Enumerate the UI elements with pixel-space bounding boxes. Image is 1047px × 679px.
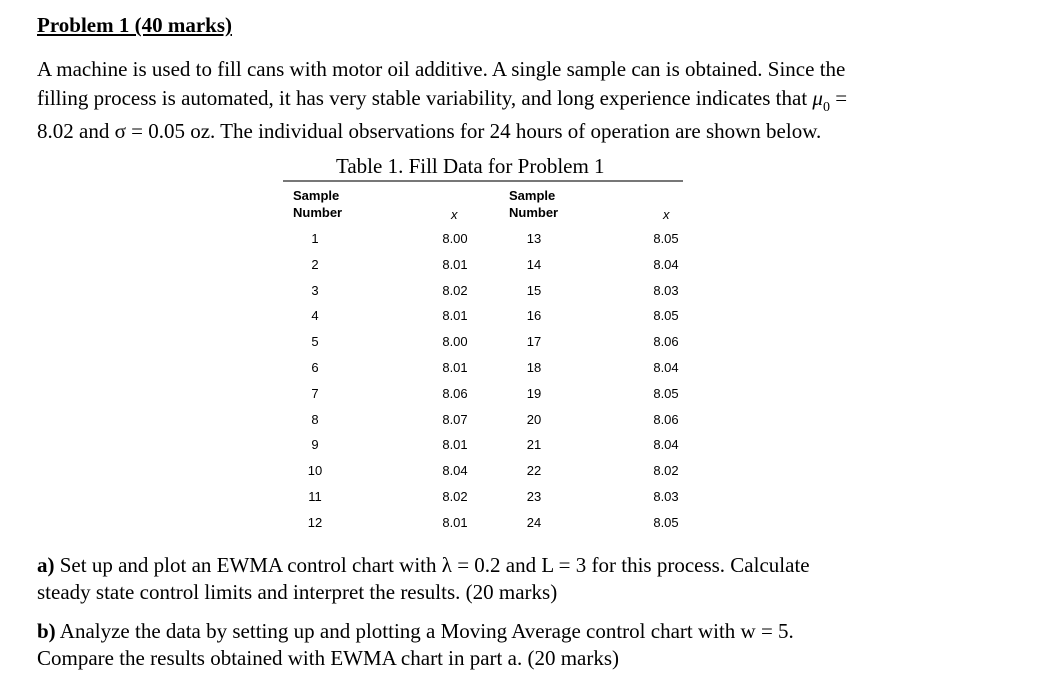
- table-cell-n1: 8: [311, 411, 319, 427]
- mu-subscript: 0: [822, 100, 830, 115]
- question-b-line-1: [37, 618, 794, 644]
- header-sample-number-2: [509, 187, 558, 221]
- table-cell-x1: 8.01: [442, 514, 468, 530]
- table-cell-n2: 14: [526, 256, 542, 272]
- table-cell-x1: 8.00: [442, 334, 468, 350]
- table-cell-n1: 10: [307, 463, 323, 479]
- problem-title: Problem 1 (40 marks): [37, 13, 232, 37]
- intro-line-2-equals: =: [829, 86, 848, 110]
- table-cell-x1: 8.00: [442, 231, 468, 246]
- table-cell-x2: 8.05: [653, 514, 679, 530]
- intro-line-2: [37, 85, 847, 115]
- table-cell-x2: 8.06: [653, 334, 679, 350]
- question-a-line-2: steady state control limits and interpret the results. (20 marks): [37, 580, 558, 604]
- table-cell-x1: 8.02: [442, 282, 468, 298]
- table-cell-n1: 6: [311, 360, 319, 375]
- table-cell-x2: 8.05: [653, 385, 679, 401]
- table-caption: Table 1. Fill Data for Problem 1: [336, 154, 605, 178]
- header-sample-number-1: [293, 187, 342, 221]
- question-b-text-1: Analyze the data by setting up and plotting a Moving Average control chart with w = 5.: [55, 619, 794, 643]
- table-cell-x1: 8.01: [442, 437, 468, 453]
- table-cell-n1: 3: [311, 282, 319, 298]
- table-cell-n2: 15: [526, 282, 542, 298]
- table-cell-n2: 21: [526, 437, 542, 453]
- header-sample-line2: Number: [293, 205, 343, 220]
- table-cell-n2: 13: [526, 231, 542, 246]
- header-x-1: x: [451, 207, 458, 222]
- mu-symbol: μ: [812, 86, 823, 110]
- table-cell-n1: 9: [311, 437, 319, 453]
- question-b-label: b): [37, 619, 56, 643]
- table-cell-x1: 8.01: [442, 256, 468, 272]
- table-cell-x1: 8.07: [442, 411, 468, 427]
- question-a-line-1: [37, 552, 810, 578]
- table-cell-x1: 8.06: [442, 385, 468, 401]
- table-cell-x2: 8.04: [653, 256, 679, 272]
- table-cell-n1: 7: [311, 385, 319, 401]
- question-a-text-1: Set up and plot an EWMA control chart with λ = 0.2 and L = 3 for this process. Calculate: [54, 553, 810, 577]
- intro-line-2-text: filling process is automated, it has very stable variability, and long experience indicates that: [37, 86, 808, 110]
- table-cell-x1: 8.01: [442, 308, 468, 324]
- table-cell-x2: 8.03: [653, 489, 679, 504]
- table-cell-n1: 11: [308, 489, 322, 504]
- intro-line-3: 8.02 and σ = 0.05 oz. The individual observations for 24 hours of operation are shown below.: [37, 119, 822, 143]
- table-cell-n1: 5: [311, 334, 319, 350]
- table-cell-x2: 8.05: [653, 308, 679, 324]
- table-cell-n1: 1: [311, 231, 319, 246]
- table-cell-n2: 18: [526, 360, 542, 375]
- question-b-line-2: Compare the results obtained with EWMA chart in part a. (20 marks): [37, 646, 620, 670]
- table-cell-x1: 8.02: [442, 489, 468, 504]
- table-cell-n1: 12: [307, 514, 323, 530]
- header-sample-line1: Sample: [509, 188, 556, 203]
- question-a-label: a): [37, 553, 55, 577]
- table-cell-x2: 8.05: [653, 231, 679, 246]
- table-cell-n1: 2: [311, 256, 319, 272]
- table-cell-n2: 19: [526, 385, 542, 401]
- table-cell-n2: 17: [526, 334, 542, 350]
- table-cell-n2: 23: [526, 489, 542, 504]
- table-cell-x2: 8.04: [653, 360, 679, 375]
- table-cell-n2: 22: [526, 463, 542, 479]
- table-cell-n1: 4: [311, 308, 319, 324]
- table-cell-n2: 24: [526, 514, 542, 530]
- header-sample-line1: Sample: [293, 188, 340, 203]
- header-sample-line2: Number: [509, 205, 559, 220]
- table-cell-x1: 8.01: [442, 360, 468, 375]
- header-x-2: x: [663, 207, 670, 222]
- table-cell-x2: 8.04: [653, 437, 679, 453]
- intro-line-1: A machine is used to fill cans with motor oil additive. A single sample can is obtained. Since the: [37, 57, 846, 81]
- table-top-rule: [283, 180, 683, 182]
- table-cell-x2: 8.06: [653, 411, 679, 427]
- table-cell-n2: 16: [526, 308, 542, 324]
- table-cell-x2: 8.03: [653, 282, 679, 298]
- table-cell-x1: 8.04: [442, 463, 468, 479]
- table-cell-x2: 8.02: [653, 463, 679, 479]
- table-cell-n2: 20: [526, 411, 542, 427]
